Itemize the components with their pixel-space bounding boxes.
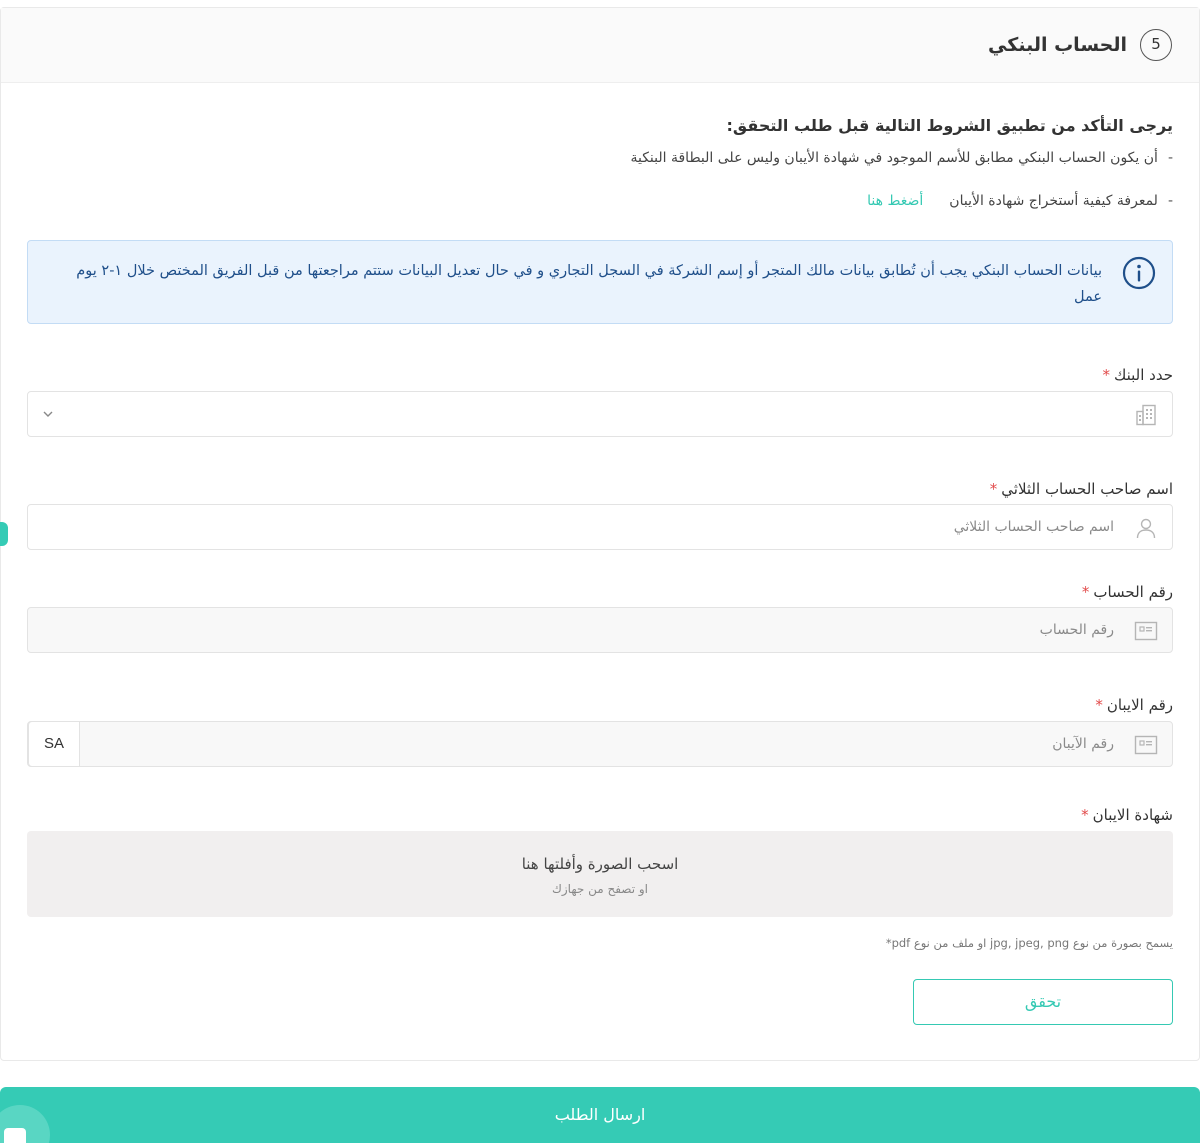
section-header <box>1 8 1199 83</box>
verify-button[interactable]: تحقق <box>913 979 1173 1025</box>
card-icon <box>1134 733 1158 757</box>
bank-label <box>1102 366 1173 384</box>
iban-input[interactable] <box>27 721 1173 767</box>
bank-select[interactable] <box>27 391 1173 437</box>
conditions-title: يرجى التأكد من تطبيق الشروط التالية قبل طلب التحقق: <box>726 116 1173 135</box>
chevron-down-icon <box>42 408 54 420</box>
card-icon <box>1134 619 1158 643</box>
condition-text: لمعرفة كيفية أستخراج شهادة الأيبان <box>949 193 1158 209</box>
list-dash: - <box>1167 150 1173 166</box>
account-number-input[interactable] <box>27 607 1173 653</box>
account-number-label-text: رقم الحساب <box>1093 583 1173 601</box>
submit-request-button[interactable]: ارسال الطلب <box>0 1087 1200 1143</box>
bank-label-text: حدد البنك <box>1113 366 1173 384</box>
account-number-placeholder: رقم الحساب <box>1039 622 1114 638</box>
account-holder-placeholder: اسم صاحب الحساب الثلاثي <box>953 519 1114 535</box>
required-mark: * <box>1102 366 1110 384</box>
account-holder-label-text: اسم صاحب الحساب الثلاثي <box>1001 480 1173 498</box>
account-number-label <box>1082 583 1173 601</box>
info-icon <box>1122 256 1156 290</box>
info-alert <box>27 240 1173 324</box>
side-tab[interactable] <box>0 522 8 546</box>
condition-text: أن يكون الحساب البنكي مطابق للأسم الموجود في شهادة الأيبان وليس على البطاقة البنكية <box>630 150 1158 166</box>
iban-placeholder: رقم الآيبان <box>1052 736 1114 752</box>
iban-certificate-label <box>1081 806 1173 824</box>
iban-certificate-label-text: شهادة الايبان <box>1092 806 1173 824</box>
building-icon <box>1134 403 1158 427</box>
condition-item <box>867 193 1173 209</box>
account-holder-input[interactable] <box>27 504 1173 550</box>
required-mark: * <box>989 480 998 498</box>
dropzone-text: اسحب الصورة وأفلتها هنا <box>521 855 679 873</box>
required-mark: * <box>1081 583 1090 601</box>
required-mark: * <box>1095 696 1103 714</box>
iban-label <box>1095 696 1173 714</box>
file-dropzone[interactable] <box>27 831 1173 917</box>
chat-widget-icon <box>4 1128 26 1143</box>
iban-prefix: SA <box>28 721 80 767</box>
account-holder-label <box>990 480 1173 498</box>
required-mark: * <box>1081 806 1089 824</box>
iban-guide-link[interactable]: أضغط هنا <box>867 193 924 209</box>
file-type-hint: يسمح بصورة من نوع jpg, jpeg, png او ملف من نوع pdf* <box>885 936 1173 950</box>
step-number-badge: 5 <box>1140 29 1172 61</box>
condition-item <box>630 150 1173 166</box>
user-icon <box>1134 516 1158 540</box>
iban-label-text: رقم الايبان <box>1106 696 1173 714</box>
list-dash: - <box>1167 193 1173 209</box>
alert-text: بيانات الحساب البنكي يجب أن تُطابق بيانات مالك المتجر أو إسم الشركة في السجل التجاري و في حال تعديل البيانات ستتم مراجعتها من قبل الفريق المختص خلال ١-٢ يوم عمل <box>76 263 1102 305</box>
browse-text[interactable]: او تصفح من جهازك <box>552 882 648 896</box>
section-title: الحساب البنكي <box>988 34 1127 56</box>
